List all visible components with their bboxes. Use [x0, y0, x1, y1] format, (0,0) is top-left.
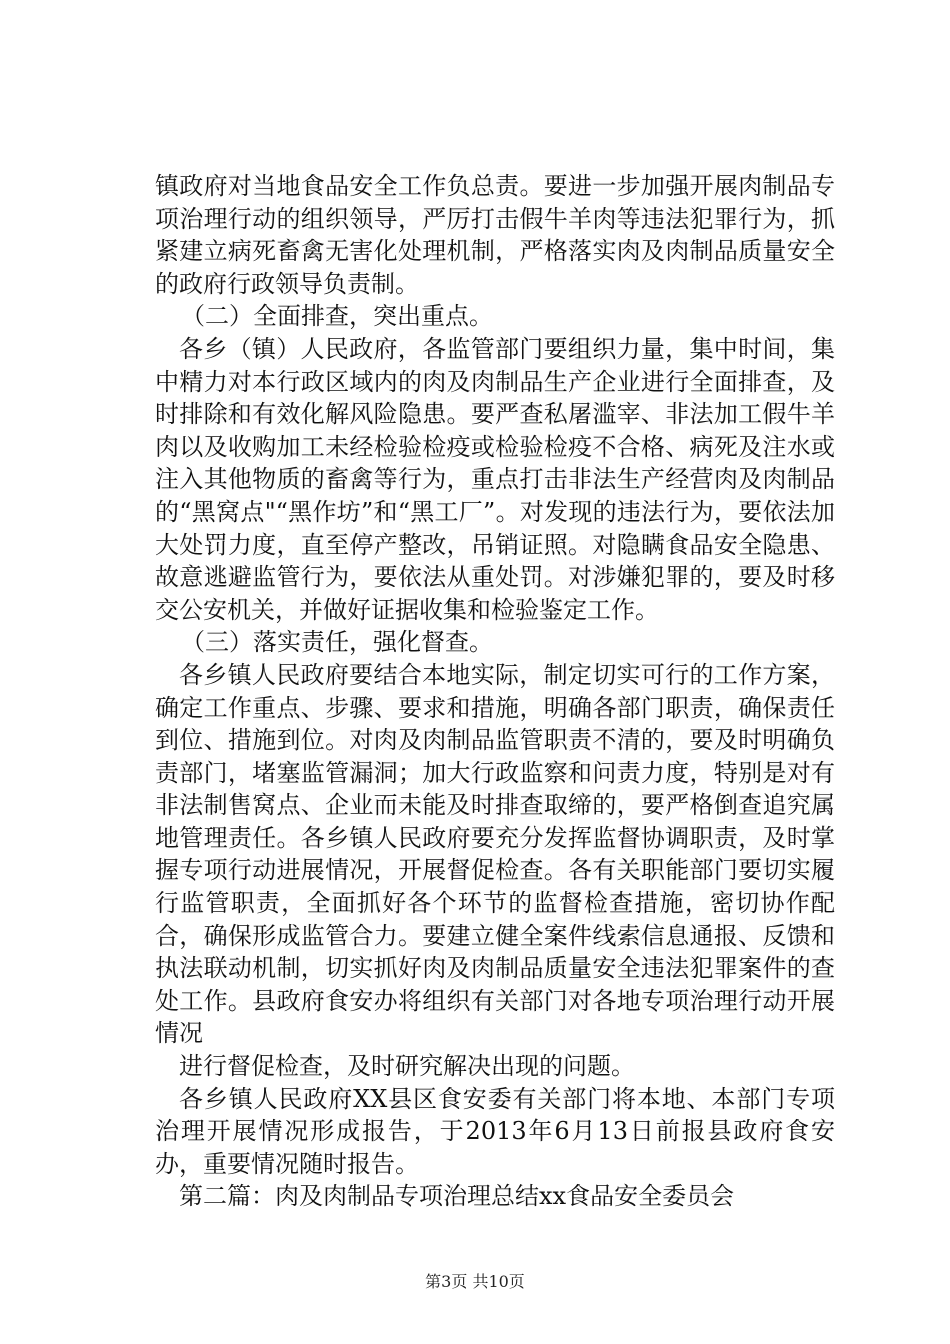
page-number-footer: 第3页 共10页: [425, 1272, 525, 1291]
paragraph-3: 各乡镇人民政府要结合本地实际，制定切实可行的工作方案，确定工作重点、步骤、要求和措施，明确各部门职责，确保责任到位、措施到位。对肉及肉制品监管职责不清的，要及时明确负责部门，堵塞监管漏洞；加大行政监察和问责力度，特别是对有非法制售窝点、企业而未能及时排查取缔的，要严格倒查追究属地管理责任。各乡镇人民政府要充分发挥监督协调职责，及时掌握专项行动进展情况，开展督促检查。各有关职能部门要切实履行监管职责，全面抓好各个环节的监督检查措施，密切协作配合，确保形成监管合力。要建立健全案件线索信息通报、反馈和执法联动机制，切实抓好肉及肉制品质量安全违法犯罪案件的查处工作。县政府食安办将组织有关部门对各地专项治理行动开展情况: [155, 660, 835, 1048]
section-heading-2: （二）全面排查，突出重点。: [181, 302, 493, 331]
paragraph-1: 镇政府对当地食品安全工作负总责。要进一步加强开展肉制品专项治理行动的组织领导，严厉打击假牛羊肉等违法犯罪行为，抓紧建立病死畜禽无害化处理机制，严格落实肉及肉制品质量安全的政府行政领导负责制。: [155, 172, 835, 298]
paragraph-4: 进行督促检查，及时研究解决出现的问题。: [179, 1052, 635, 1081]
paragraph-5: 各乡镇人民政府XX县区食安委有关部门将本地、本部门专项治理开展情况形成报告，于2013年6月13日前报县政府食安办，重要情况随时报告。: [155, 1084, 835, 1178]
section-heading-3: （三）落实责任，强化督查。: [181, 628, 493, 657]
document-body: [155, 170, 835, 1213]
paragraph-2: 各乡（镇）人民政府，各监管部门要组织力量，集中时间，集中精力对本行政区域内的肉及肉制品生产企业进行全面排查，及时排除和有效化解风险隐患。要严查私屠滥宰、非法加工假牛羊肉以及收购加工未经检验检疫或检验检疫不合格、病死及注水或注入其他物质的畜禽等行为，重点打击非法生产经营肉及肉制品的“黑窝点"“黑作坊”和“黑工厂”。对发现的违法行为，要依法加大处罚力度，直至停产整改，吊销证照。对隐瞒食品安全隐患、故意逃避监管行为，要依法从重处罚。对涉嫌犯罪的，要及时移交公安机关，并做好证据收集和检验鉴定工作。: [155, 334, 835, 624]
chapter-title-2: 第二篇：肉及肉制品专项治理总结xx食品安全委员会: [179, 1182, 735, 1211]
